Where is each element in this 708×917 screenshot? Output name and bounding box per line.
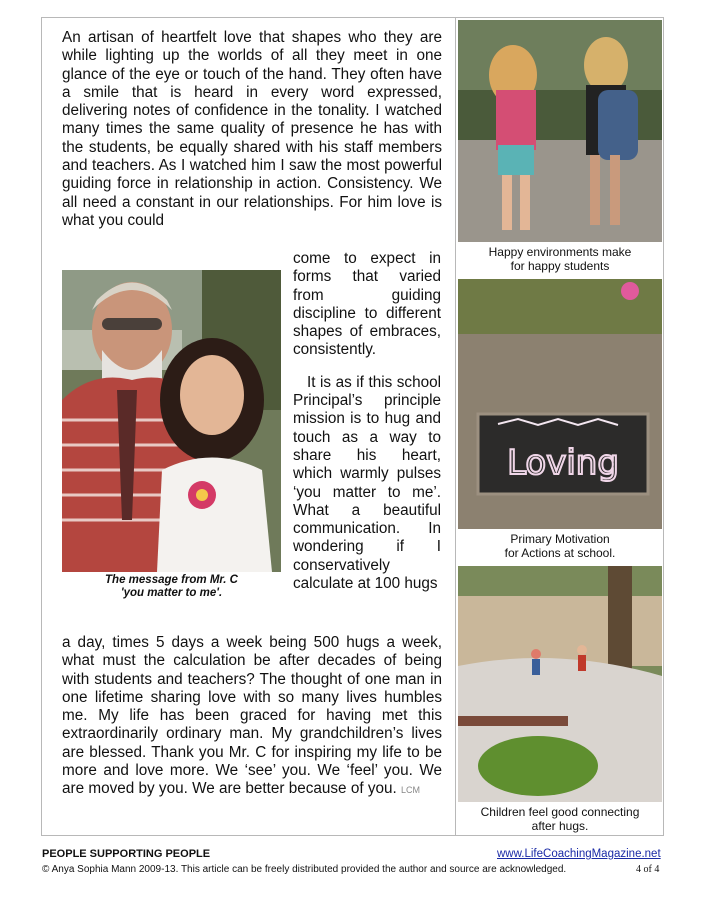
loving-caption-line1: Primary Motivation: [510, 532, 610, 546]
photo-left-caption: [62, 574, 281, 600]
article-body-bottom: [62, 634, 442, 800]
loving-sign-text: Loving: [507, 443, 619, 483]
footer-section-title: PEOPLE SUPPORTING PEOPLE: [42, 848, 211, 860]
loving-chalkboard-caption: [458, 532, 662, 560]
loving-caption-line2: for Actions at school.: [504, 546, 616, 560]
schoolyard-caption: [458, 805, 662, 833]
article-paragraph-2: It is as if this school Principal’s principle mission is to hug and touch as a way to share his heart, which warmly pulses ‘you matter to me’. What a beautiful communication. In wondering if I conservatively calculate at 100 hugs: [293, 373, 441, 593]
article-body-top: [62, 29, 442, 230]
students-walking-caption: [458, 245, 662, 273]
footer-copyright: © Anya Sophia Mann 2009-13. This article can be freely distributed provided the author and source are acknowledged.: [42, 864, 567, 875]
signoff-lcm: LCM: [401, 785, 421, 796]
article-wrap-column: [293, 250, 441, 593]
students-walking-caption-line2: for happy students: [510, 259, 610, 273]
principal-and-girl-photo: [62, 270, 281, 572]
schoolyard-caption-line1: Children feel good connecting: [480, 805, 640, 819]
loving-chalkboard-photo: [458, 279, 662, 529]
article-paragraph-1: An artisan of heartfelt love that shapes who they are while lighting up the worlds of all they meet in one glance of the eye or touch of the hand. They often have a smile that is heard in every word expressed, delivering notes of confidence in the tonality. I watched many times the same quality of presence he has with the students, be equally shared with his staff members and teachers. As I watched him I saw the most powerful guiding force in relationship in action. Consistency. We all need a constant in our relationships. For him love is what you could: [62, 29, 442, 229]
article-paragraph-1-continued: come to expect in forms that varied from guiding discipline to different shapes of embraces, consistently.: [293, 250, 441, 359]
students-walking-photo: [458, 20, 662, 242]
footer-website-link[interactable]: www.LifeCoachingMagazine.net: [497, 848, 661, 860]
article-paragraph-2-continued: a day, times 5 days a week being 500 hugs a week, what must the calculation be after decades of being with students and teachers? The thought of one man in one lifetime sharing love with so many lives humbles me. My life has been graced for having met this extraordinarily ordinary man. My grandchildren’s lives are blessed. Thank you Mr. C for inspiring my life to be more and love more. We ‘see’ you. We ‘feel’ you. We are moved by you. We are better because of you.: [62, 634, 442, 798]
schoolyard-caption-line2: after hugs.: [531, 819, 589, 833]
footer-page-number: 4 of 4: [636, 864, 660, 875]
students-walking-caption-line1: Happy environments make: [488, 245, 632, 259]
column-divider: [455, 17, 456, 836]
schoolyard-photo: [458, 566, 662, 802]
photo-left-caption-line1: The message from Mr. C: [105, 574, 238, 586]
photo-left-caption-line2: 'you matter to me'.: [120, 587, 223, 599]
